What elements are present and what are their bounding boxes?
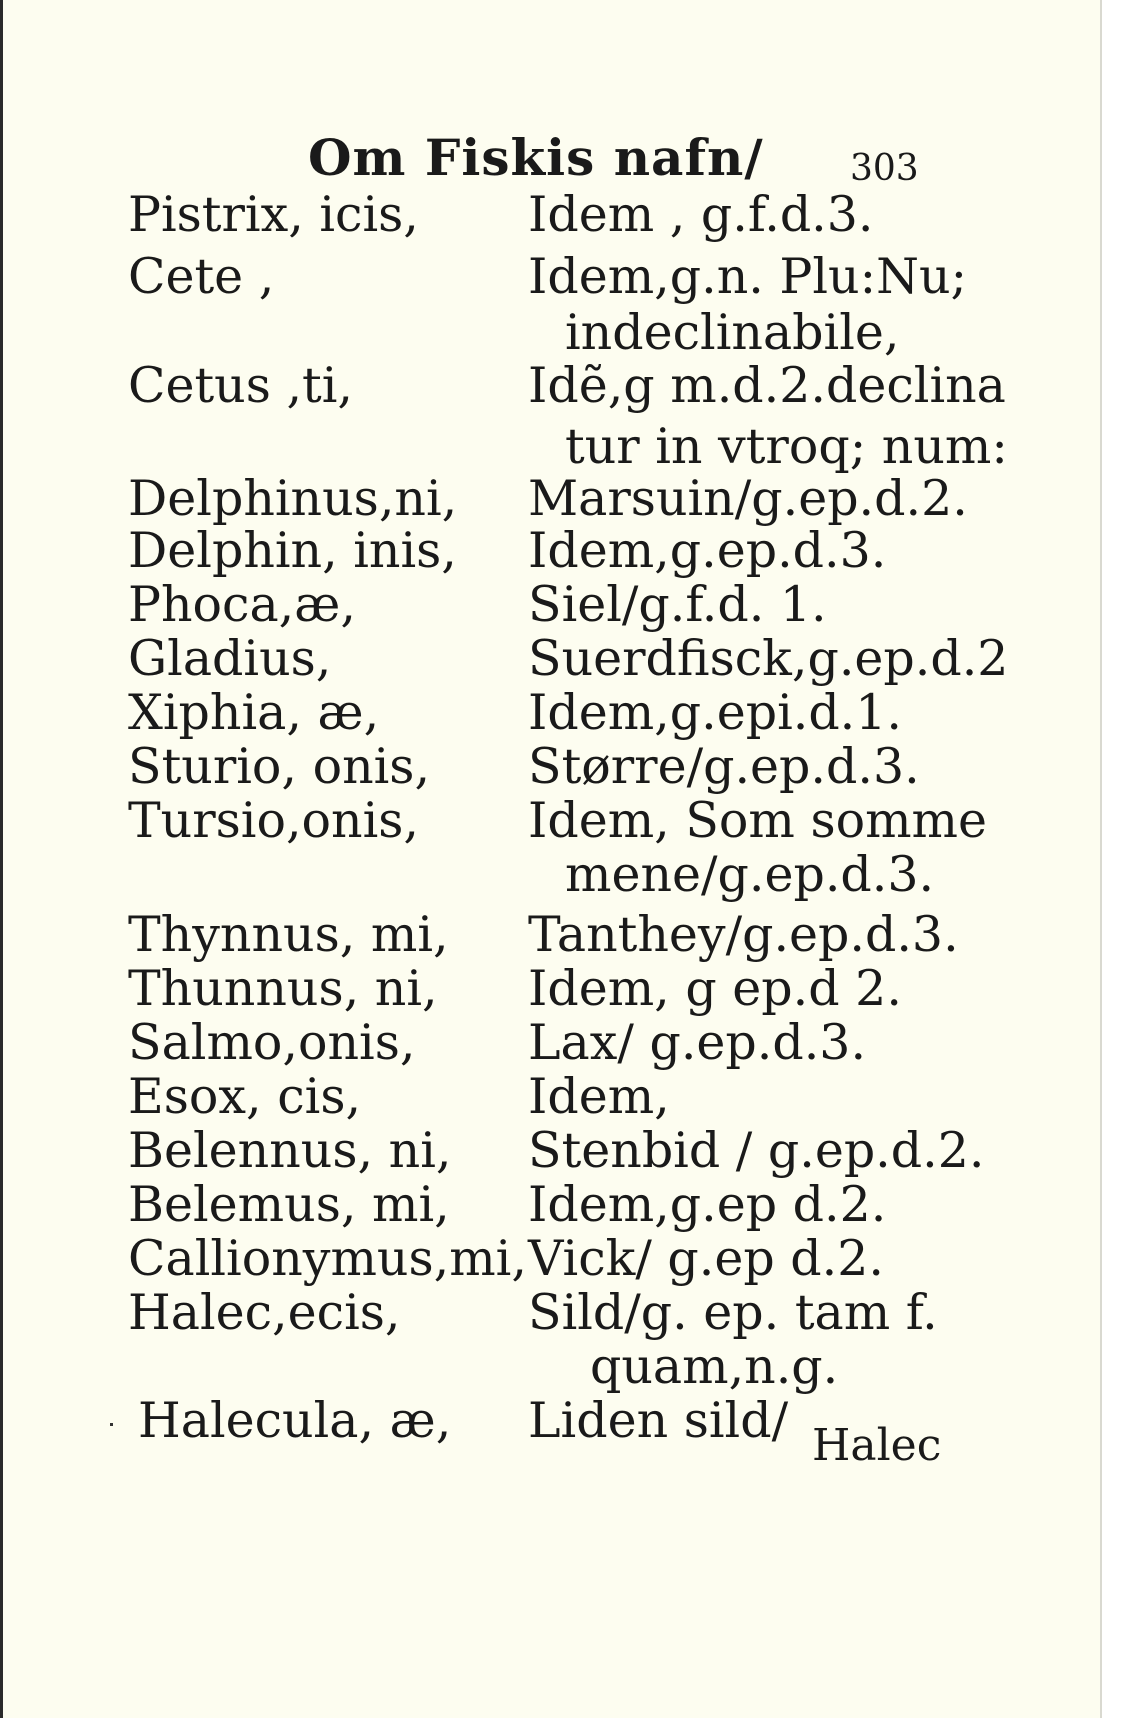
gloss-continuation: indeclinabile, <box>565 304 900 361</box>
latin-lemma: Halec,ecis, <box>128 1284 401 1341</box>
latin-lemma: Phoca,æ, <box>128 576 356 633</box>
latin-lemma: Cete , <box>128 248 275 305</box>
gloss: Idem,g.ep d.2. <box>528 1176 887 1233</box>
latin-lemma: Gladius, <box>128 630 332 687</box>
gloss: Idem , g.f.d.3. <box>528 186 874 243</box>
gloss: Idem,g.ep.d.3. <box>528 522 887 579</box>
latin-lemma: Salmo,onis, <box>128 1014 416 1071</box>
gloss-continuation: tur in vtroq; num: <box>565 418 1008 475</box>
gloss: Liden sild/ <box>528 1392 789 1449</box>
gloss: Idẽ,g m.d.2.declina <box>528 357 1006 414</box>
ink-speck <box>110 1423 113 1426</box>
latin-lemma: Delphinus,ni, <box>128 470 458 527</box>
gloss: Idem,g.n. Plu:Nu; <box>528 248 968 305</box>
latin-lemma: Thunnus, ni, <box>128 960 438 1017</box>
gloss: Tanthey/g.ep.d.3. <box>528 906 959 963</box>
latin-lemma: Thynnus, mi, <box>128 906 449 963</box>
latin-lemma: Belennus, ni, <box>128 1122 452 1179</box>
latin-lemma: Callionymus,mi, <box>128 1230 527 1287</box>
gloss: Idem, Som somme <box>528 792 988 849</box>
latin-lemma: Sturio, onis, <box>128 738 431 795</box>
latin-lemma: Belemus, mi, <box>128 1176 450 1233</box>
entry-row-continuation <box>0 846 1100 910</box>
latin-lemma: Xiphia, æ, <box>128 684 380 741</box>
gloss: Idem, g ep.d 2. <box>528 960 902 1017</box>
latin-lemma: Tursio,onis, <box>128 792 420 849</box>
gloss: Sild/g. ep. tam f. <box>528 1284 938 1341</box>
gloss: Idem,g.epi.d.1. <box>528 684 903 741</box>
latin-lemma: Esox, cis, <box>128 1068 362 1125</box>
latin-lemma: Cetus ,ti, <box>128 357 353 414</box>
gloss: Marsuin/g.ep.d.2. <box>528 470 968 527</box>
latin-lemma: Delphin, inis, <box>128 522 457 579</box>
page-number: 303 <box>850 148 919 189</box>
entry-row <box>0 186 1100 250</box>
gloss: Siel/g.f.d. 1. <box>528 576 827 633</box>
scan-right-edge <box>1100 0 1102 1718</box>
entry-row <box>0 248 1100 312</box>
gloss: Vick/ g.ep d.2. <box>528 1230 884 1287</box>
gloss-continuation: mene/g.ep.d.3. <box>565 846 935 903</box>
entry-row <box>0 357 1100 421</box>
gloss: Stenbid / g.ep.d.2. <box>528 1122 985 1179</box>
gloss-continuation: quam,n.g. <box>590 1338 839 1395</box>
gloss: Større/g.ep.d.3. <box>528 738 920 795</box>
gloss: Lax/ g.ep.d.3. <box>528 1014 867 1071</box>
catchword: Halec <box>812 1420 942 1471</box>
latin-lemma: Halecula, æ, <box>138 1392 452 1449</box>
running-header: Om Fiskis nafn/ <box>308 128 764 187</box>
latin-lemma: Pistrix, icis, <box>128 186 419 243</box>
gloss: Idem, <box>528 1068 670 1125</box>
gloss: Suerdfisck,g.ep.d.2 <box>528 630 1009 687</box>
